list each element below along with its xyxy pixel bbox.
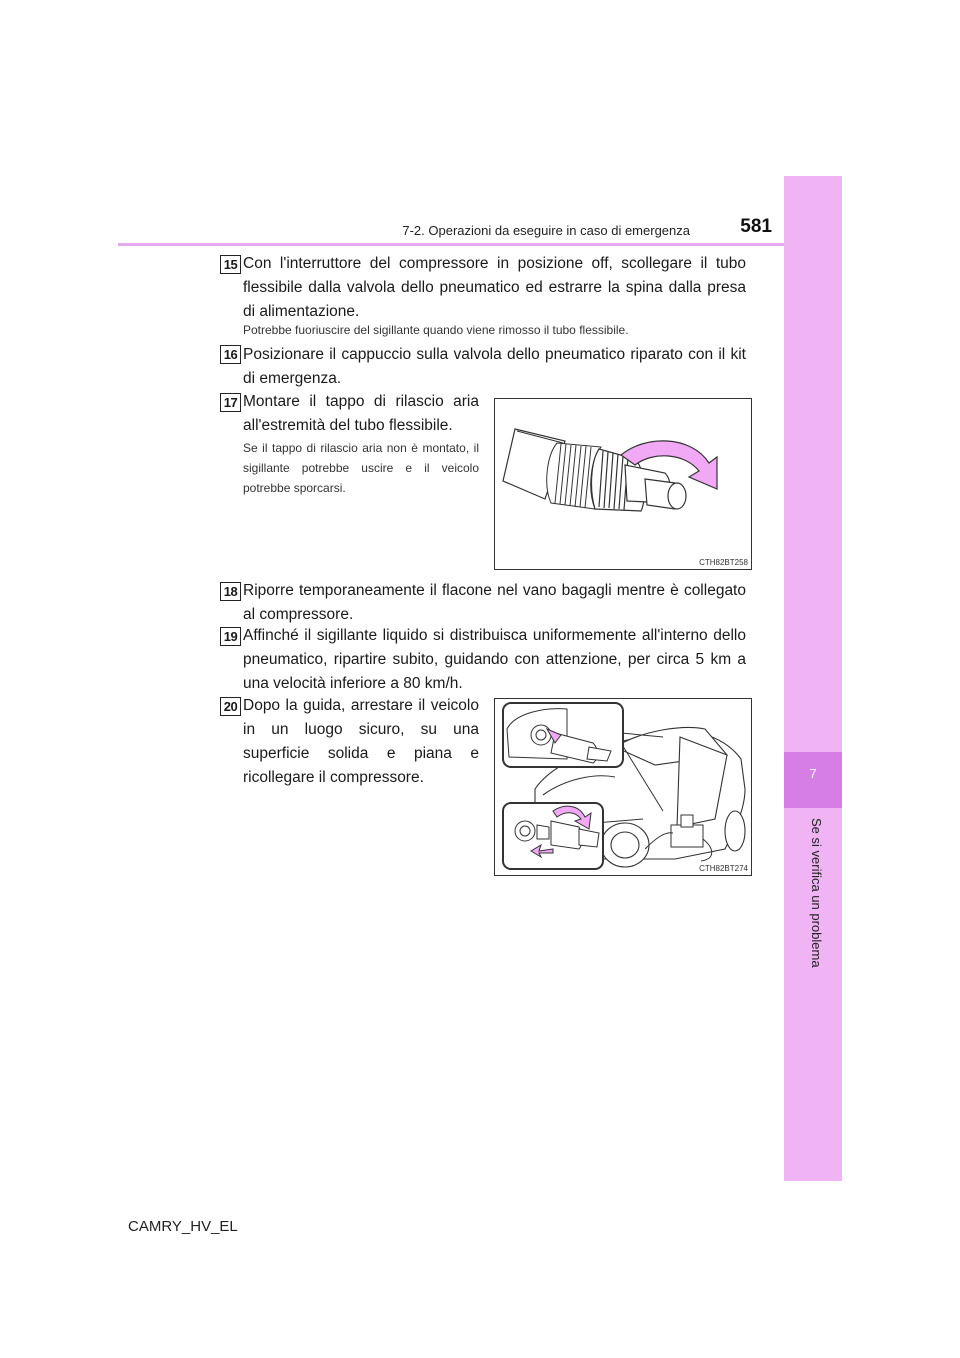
side-band xyxy=(784,176,842,1181)
step-badge-19: 19 xyxy=(220,627,241,646)
step-19-text: Affinché il sigillante liquido si distribuisca uniformemente all'interno dello pneumatico, ripartire subito, guidando con attenzione, per circa 5 km a una velocità inferiore a 80 km/h. xyxy=(243,627,746,692)
step-15-note: Potrebbe fuoriuscire del sigillante quando viene rimosso il tubo flessibile. xyxy=(243,323,629,337)
section-title: 7-2. Operazioni da eseguire in caso di emergenza xyxy=(402,223,690,238)
step-18-text: Riporre temporaneamente il flacone nel vano bagagli mentre è collegato al compressore. xyxy=(243,582,746,623)
figure-car-reconnect xyxy=(494,698,752,876)
car-reconnect-illustration xyxy=(495,699,751,875)
chapter-number: 7 xyxy=(809,766,817,781)
step-20-text: Dopo la guida, arrestare il veicolo in un luogo sicuro, su una superficie solida e piana e ricollegare il compressore. xyxy=(243,697,479,786)
figure-hose-cap xyxy=(494,398,752,570)
step-badge-20: 20 xyxy=(220,697,241,716)
figure-code-258: CTH82BT258 xyxy=(699,558,748,567)
header-rule xyxy=(118,243,784,246)
step-17-text: Montare il tappo di rilascio aria all'estremità del tubo flessibile. xyxy=(243,393,479,434)
page-number: 581 xyxy=(740,216,772,237)
footer-model: CAMRY_HV_EL xyxy=(128,1218,238,1235)
figure-code-274: CTH82BT274 xyxy=(699,864,748,873)
step-badge-15: 15 xyxy=(220,255,241,274)
hose-cap-illustration xyxy=(495,399,751,569)
step-17-note: Se il tappo di rilascio aria non è montato, il sigillante potrebbe uscire e il veicolo potrebbe sporcarsi. xyxy=(243,441,479,495)
step-badge-17: 17 xyxy=(220,393,241,412)
step-badge-16: 16 xyxy=(220,345,241,364)
step-16-text: Posizionare il cappuccio sulla valvola dello pneumatico riparato con il kit di emergenza. xyxy=(243,346,746,387)
step-badge-18: 18 xyxy=(220,582,241,601)
step-15-text: Con l'interruttore del compressore in posizione off, scollegare il tubo flessibile dalla valvola dello pneumatico ed estrarre la spina dalla presa di alimentazione. xyxy=(243,255,746,320)
chapter-title: Se si verifica un problema xyxy=(809,818,824,968)
